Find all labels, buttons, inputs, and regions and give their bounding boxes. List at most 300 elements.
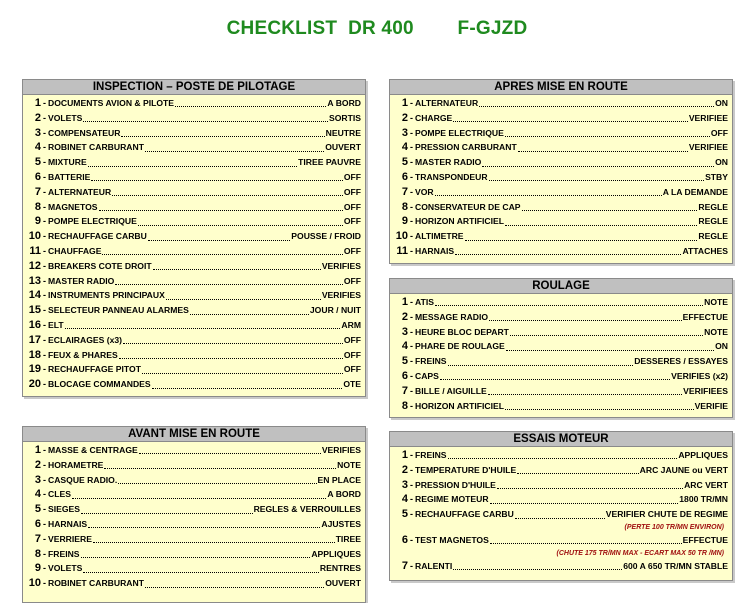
panel-title: INSPECTION – POSTE DE PILOTAGE	[23, 80, 365, 95]
item-label: ALTIMETRE	[415, 231, 464, 242]
item-label: MASTER RADIO	[48, 275, 115, 286]
checklist-row	[390, 354, 732, 369]
checklist-row	[23, 288, 365, 303]
page-title: CHECKLIST DR 400 F-GJZD	[226, 18, 528, 39]
item-separator: -	[43, 216, 46, 227]
item-number: 7	[401, 559, 408, 572]
item-separator: -	[410, 186, 413, 197]
leader-dots	[112, 186, 343, 196]
leader-dots	[115, 275, 342, 285]
item-value: OUVERT	[325, 578, 361, 589]
leader-dots	[104, 459, 336, 469]
item-separator: -	[410, 326, 413, 337]
leader-dots	[465, 231, 698, 241]
checklist-items	[23, 95, 365, 392]
item-value: ARC VERT	[684, 479, 728, 490]
leader-dots	[505, 127, 710, 137]
item-value: EFFECTUE	[682, 534, 728, 545]
checklist-row	[390, 478, 732, 493]
item-separator: -	[43, 305, 46, 316]
item-number: 8	[34, 547, 41, 560]
item-separator: -	[43, 379, 46, 390]
leader-dots	[88, 518, 320, 528]
item-value: EFFECTUE	[682, 311, 728, 322]
item-number: 1	[401, 296, 408, 308]
item-separator: -	[410, 297, 413, 307]
item-label: PRESSION D'HUILE	[415, 479, 496, 490]
leader-dots	[119, 349, 343, 359]
item-separator: -	[410, 201, 413, 212]
item-label: BILLE / AIGUILLE	[415, 385, 487, 396]
item-number: 11	[396, 244, 408, 257]
item-separator: -	[410, 385, 413, 396]
item-value: OTE	[343, 379, 361, 390]
item-value: OFF	[343, 334, 361, 345]
item-number: 14	[28, 289, 41, 302]
checklist-row	[390, 185, 732, 200]
leader-dots	[118, 474, 316, 484]
item-number: 2	[401, 310, 408, 323]
item-value: ATTACHES	[682, 245, 728, 256]
leader-dots	[489, 171, 705, 181]
item-separator: -	[410, 112, 413, 123]
item-label: VOLETS	[48, 112, 83, 123]
item-number: 3	[401, 126, 408, 139]
item-value: OFF	[343, 186, 361, 197]
panel-avant-mise-en-route	[22, 426, 366, 603]
item-number: 7	[401, 185, 408, 198]
checklist-row	[390, 295, 732, 310]
item-label: HORAMETRE	[48, 459, 104, 470]
item-separator: -	[410, 509, 413, 520]
leader-dots	[497, 479, 683, 489]
item-label: INSTRUMENTS PRINCIPAUX	[48, 290, 165, 301]
item-value: VERIFIE	[694, 400, 728, 411]
item-separator: -	[43, 245, 46, 256]
item-label: CASQUE RADIO.	[48, 474, 118, 485]
checklist-row	[390, 463, 732, 478]
item-separator: -	[43, 445, 46, 455]
item-label: RECHAUFFAGE CARBU	[415, 509, 514, 520]
item-number: 20	[28, 378, 41, 391]
leader-dots	[479, 97, 714, 107]
leader-dots	[153, 260, 321, 270]
item-number: 4	[401, 493, 408, 506]
item-separator: -	[410, 98, 413, 108]
item-label: ECLAIRAGES (x3)	[48, 334, 123, 345]
item-separator: -	[43, 98, 46, 108]
item-value: OFF	[343, 275, 361, 286]
item-number: 3	[34, 473, 41, 486]
item-label: SELECTEUR PANNEAU ALARMES	[48, 305, 189, 316]
checklist-row	[390, 155, 732, 170]
item-number: 1	[34, 97, 41, 109]
item-value: A LA DEMANDE	[662, 186, 728, 197]
item-value: VERIFIEE	[688, 112, 728, 123]
leader-dots	[506, 341, 714, 351]
item-value: OFF	[343, 171, 361, 182]
item-separator: -	[410, 341, 413, 352]
item-number: 10	[28, 577, 41, 590]
item-number: 16	[28, 318, 41, 331]
checklist-row	[390, 244, 732, 259]
item-separator: -	[43, 364, 46, 375]
item-number: 12	[28, 259, 41, 272]
item-label: HARNAIS	[48, 518, 88, 529]
item-separator: -	[43, 171, 46, 182]
item-number: 1	[401, 449, 408, 461]
checklist-row	[23, 229, 365, 244]
item-label: ATIS	[415, 297, 434, 307]
panel-title: ESSAIS MOTEUR	[390, 432, 732, 447]
item-label: VERRIERE	[48, 533, 92, 544]
checklist-row	[23, 333, 365, 348]
checklist-row	[390, 399, 732, 414]
checklist-row	[390, 140, 732, 155]
checklist-row	[390, 559, 732, 574]
item-separator: -	[410, 356, 413, 367]
item-number: 9	[34, 215, 41, 228]
item-separator: -	[410, 400, 413, 411]
item-number: 4	[401, 141, 408, 154]
item-separator: -	[410, 311, 413, 322]
checklist-row	[23, 547, 365, 562]
item-value: 600 A 650 TR/MN STABLE	[623, 560, 728, 571]
item-value: A BORD	[327, 489, 361, 500]
item-value: VERIFIES	[321, 260, 361, 271]
item-separator: -	[43, 334, 46, 345]
leader-dots	[490, 534, 682, 544]
checklist-row	[390, 229, 732, 244]
leader-dots	[138, 216, 343, 226]
item-label: RECHAUFFAGE PITOT	[48, 364, 141, 375]
item-value: VERIFIEE	[688, 142, 728, 153]
item-label: ROBINET CARBURANT	[48, 142, 144, 153]
leader-dots	[522, 201, 698, 211]
item-value: OFF	[343, 349, 361, 360]
item-label: MIXTURE	[48, 157, 87, 168]
item-label: CLES	[48, 489, 71, 500]
checklist-row	[390, 369, 732, 384]
leader-dots	[83, 563, 319, 573]
checklist-row	[390, 200, 732, 215]
item-label: BLOCAGE COMMANDES	[48, 379, 151, 390]
item-number: 3	[401, 478, 408, 491]
item-value: AJUSTES	[321, 518, 361, 529]
item-number: 8	[401, 200, 408, 213]
item-separator: -	[43, 563, 46, 574]
item-number: 10	[28, 230, 41, 243]
leader-dots	[65, 319, 341, 329]
item-number: 4	[34, 488, 41, 501]
leader-dots	[72, 489, 327, 499]
item-label: HORIZON ARTIFICIEL	[415, 216, 504, 227]
item-value: VERIFIER CHUTE DE REGIME	[605, 509, 728, 520]
item-number: 19	[28, 363, 41, 376]
leader-dots	[448, 449, 678, 459]
item-separator: -	[43, 504, 46, 515]
item-value: OFF	[343, 245, 361, 256]
item-label: PRESSION CARBURANT	[415, 142, 517, 153]
leader-dots	[190, 305, 309, 315]
item-number: 10	[395, 230, 408, 243]
item-separator: -	[410, 245, 413, 256]
item-separator: -	[410, 231, 413, 242]
checklist-row	[23, 96, 365, 111]
item-value: OFF	[343, 364, 361, 375]
checklist-row	[23, 303, 365, 318]
checklist-row	[390, 214, 732, 229]
item-value: ARM	[341, 319, 361, 330]
leader-dots	[448, 356, 634, 366]
item-label: ALTERNATEUR	[48, 186, 112, 197]
item-separator: -	[410, 479, 413, 490]
leader-dots	[175, 97, 326, 107]
checklist-row	[390, 492, 732, 507]
leader-dots	[142, 364, 343, 374]
leader-dots	[453, 560, 622, 570]
item-value: NOTE	[704, 297, 728, 307]
item-separator: -	[43, 112, 46, 123]
item-separator: -	[410, 450, 413, 460]
leader-dots	[453, 112, 688, 122]
leader-dots	[505, 216, 697, 226]
leader-dots	[517, 464, 638, 474]
item-label: RALENTI	[415, 560, 453, 571]
item-label: BATTERIE	[48, 171, 91, 182]
item-number: 6	[401, 170, 408, 183]
item-label: CHAUFFAGE	[48, 245, 102, 256]
item-label: MESSAGE RADIO	[415, 311, 489, 322]
item-note: (PERTE 100 TR/MN ENVIRON)	[624, 523, 724, 531]
leader-dots	[93, 533, 335, 543]
checklist-row	[390, 96, 732, 111]
item-separator: -	[43, 157, 46, 168]
item-separator: -	[43, 290, 46, 301]
item-number: 18	[28, 348, 41, 361]
item-value: OUVERT	[325, 142, 361, 153]
item-label: ROBINET CARBURANT	[48, 578, 144, 589]
checklist-row	[23, 348, 365, 363]
item-label: BREAKERS COTE DROIT	[48, 260, 152, 271]
checklist-row	[23, 185, 365, 200]
checklist-items	[23, 442, 365, 591]
item-label: POMPE ELECTRIQUE	[48, 216, 137, 227]
checklist-row	[23, 111, 365, 126]
item-separator: -	[43, 349, 46, 360]
item-number: 7	[34, 532, 41, 545]
item-label: REGIME MOTEUR	[415, 494, 489, 505]
checklist-row	[23, 140, 365, 155]
item-number: 2	[401, 463, 408, 476]
item-number: 1	[34, 444, 41, 456]
item-number: 7	[34, 185, 41, 198]
checklist-row	[23, 200, 365, 215]
item-separator: -	[43, 578, 46, 589]
item-label: POMPE ELECTRIQUE	[415, 127, 504, 138]
leader-dots	[152, 379, 343, 389]
item-separator: -	[43, 319, 46, 330]
item-number: 2	[401, 111, 408, 124]
leader-dots	[145, 142, 324, 152]
checklist-row	[23, 362, 365, 377]
panel-inspection	[22, 79, 366, 397]
item-number: 3	[401, 325, 408, 338]
leader-dots	[505, 400, 694, 410]
panel-title: APRES MISE EN ROUTE	[390, 80, 732, 95]
item-separator: -	[410, 142, 413, 153]
item-value: RENTRES	[319, 563, 361, 574]
checklist-row	[390, 507, 732, 522]
leader-dots	[518, 142, 688, 152]
item-value: ON	[715, 98, 728, 108]
item-value: VERIFIES	[321, 290, 361, 301]
leader-dots	[91, 171, 342, 181]
panel-essais-moteur	[389, 431, 733, 581]
checklist-row	[23, 214, 365, 229]
item-value: 1800 TR/MN	[679, 494, 728, 505]
item-value: ON	[715, 157, 728, 168]
item-separator: -	[410, 560, 413, 571]
checklist-row	[390, 126, 732, 141]
item-number: 2	[34, 111, 41, 124]
checklist-row	[390, 384, 732, 399]
item-separator: -	[410, 494, 413, 505]
item-value: TIREE	[335, 533, 361, 544]
leader-dots	[123, 334, 343, 344]
item-label: PHARE DE ROULAGE	[415, 341, 505, 352]
checklist-row	[390, 533, 732, 548]
item-note: (CHUTE 175 TR/MN MAX - ECART MAX 50 TR /MN)	[556, 549, 724, 557]
item-value: ARC JAUNE ou VERT	[639, 464, 728, 475]
checklist-row	[23, 318, 365, 333]
item-label: MAGNETOS	[48, 201, 98, 212]
leader-dots	[435, 296, 703, 306]
item-separator: -	[43, 260, 46, 271]
leader-dots	[488, 385, 682, 395]
item-label: FREINS	[48, 548, 80, 559]
item-number: 5	[34, 156, 41, 169]
checklist-row	[390, 111, 732, 126]
item-label: VOLETS	[48, 563, 83, 574]
item-label: FREINS	[415, 450, 447, 460]
item-number: 8	[401, 399, 408, 412]
item-value: REGLES & VERROUILLES	[253, 504, 361, 515]
item-separator: -	[43, 548, 46, 559]
item-number: 1	[401, 97, 408, 109]
item-separator: -	[43, 231, 46, 242]
checklist-row	[390, 310, 732, 325]
item-number: 15	[28, 304, 41, 317]
item-value: NOTE	[704, 326, 728, 337]
leader-dots	[440, 370, 670, 380]
leader-dots	[148, 231, 290, 241]
item-separator: -	[43, 127, 46, 138]
checklist-row	[390, 448, 732, 463]
panel-roulage	[389, 278, 733, 418]
item-label: SIEGES	[48, 504, 80, 515]
item-number: 6	[401, 533, 408, 546]
leader-dots	[145, 578, 324, 588]
checklist-items	[390, 294, 732, 413]
item-separator: -	[43, 459, 46, 470]
leader-dots	[515, 509, 605, 519]
leader-dots	[81, 504, 253, 514]
item-value: JOUR / NUIT	[309, 305, 361, 316]
checklist-row	[23, 155, 365, 170]
item-separator: -	[43, 518, 46, 529]
item-value: DESSERES / ESSAYES	[634, 356, 728, 367]
item-label: FREINS	[415, 356, 447, 367]
item-value: EN PLACE	[317, 474, 361, 485]
item-value: OFF	[343, 216, 361, 227]
item-label: ELT	[48, 319, 64, 330]
leader-dots	[99, 201, 343, 211]
item-value: REGLE	[698, 216, 728, 227]
item-value: VERIFIEES	[683, 385, 728, 396]
checklist-row	[390, 325, 732, 340]
item-value: VERIFIES (x2)	[671, 370, 728, 381]
item-number: 6	[34, 517, 41, 530]
item-separator: -	[410, 127, 413, 138]
item-number: 5	[34, 503, 41, 516]
item-number: 4	[34, 141, 41, 154]
item-value: STBY	[705, 171, 728, 182]
item-value: OFF	[343, 201, 361, 212]
leader-dots	[81, 548, 311, 558]
item-label: CHARGE	[415, 112, 453, 123]
item-number: 5	[401, 156, 408, 169]
item-number: 11	[29, 244, 41, 257]
item-number: 6	[34, 170, 41, 183]
item-label: CAPS	[415, 370, 439, 381]
leader-dots	[489, 311, 682, 321]
checklist-row	[23, 532, 365, 547]
checklist-row	[23, 377, 365, 392]
item-number: 8	[34, 200, 41, 213]
item-label: TEST MAGNETOS	[415, 534, 489, 545]
item-number: 17	[28, 333, 41, 346]
item-value: TIREE PAUVRE	[298, 157, 361, 168]
item-label: CONSERVATEUR DE CAP	[415, 201, 521, 212]
checklist-row	[23, 517, 365, 532]
checklist-row	[390, 339, 732, 354]
item-value: A BORD	[327, 98, 361, 108]
checklist-row	[23, 259, 365, 274]
checklist-row	[23, 244, 365, 259]
item-value: REGLE	[698, 231, 728, 242]
item-number: 7	[401, 384, 408, 397]
item-label: RECHAUFFAGE CARBU	[48, 231, 147, 242]
panel-title: ROULAGE	[390, 279, 732, 294]
item-separator: -	[43, 142, 46, 153]
checklist-items	[390, 95, 732, 259]
panel-title: AVANT MISE EN ROUTE	[23, 427, 365, 442]
item-separator: -	[410, 370, 413, 381]
item-label: TEMPERATURE D'HUILE	[415, 464, 517, 475]
checklist-row	[23, 126, 365, 141]
item-label: TRANSPONDEUR	[415, 171, 488, 182]
leader-dots	[83, 112, 328, 122]
item-value: APPLIQUES	[311, 548, 361, 559]
item-value: REGLE	[698, 201, 728, 212]
checklist-row	[23, 502, 365, 517]
leader-dots	[490, 494, 679, 504]
item-separator: -	[43, 275, 46, 286]
item-label: MASSE & CENTRAGE	[48, 445, 138, 455]
item-label: COMPENSATEUR	[48, 127, 121, 138]
checklist-row	[23, 170, 365, 185]
